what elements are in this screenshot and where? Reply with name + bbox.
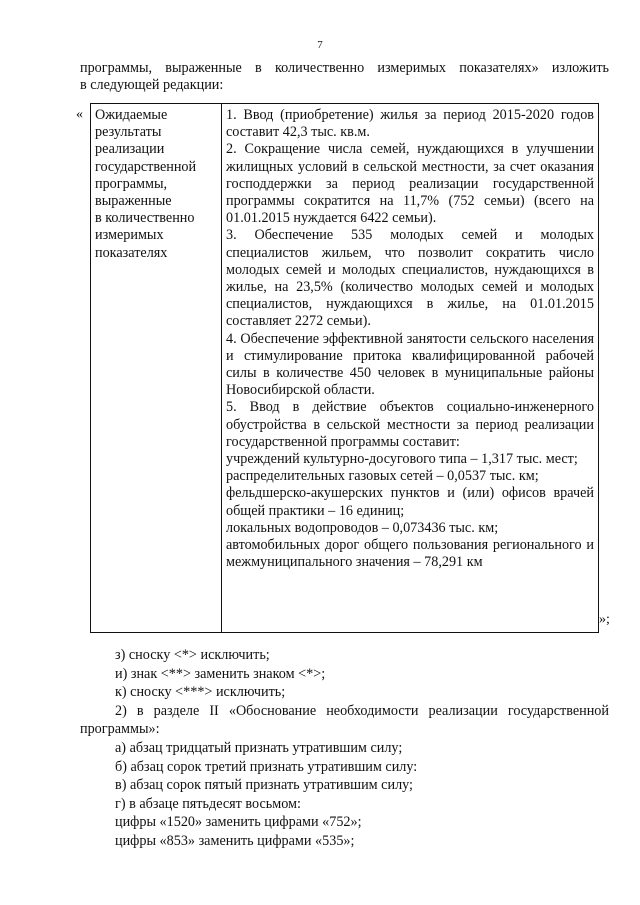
amendment-k: к) сноску <***> исключить; [115,684,286,701]
item-5-roads: автомобильных дорог общего пользования регионального и межмуниципального значения – 78,291 км [226,537,594,571]
amendment-a: а) абзац тридцатый признать утратившим силу; [115,739,403,756]
item-5-water: локальных водопроводов – 0,073436 тыс. км; [226,519,499,536]
intro-paragraph [80,60,609,94]
label-line: государственной [95,158,197,175]
opening-quote: « [76,107,83,122]
item-5-gas: распределительных газовых сетей – 0,0537 тыс. км; [226,468,539,485]
label-cell [91,104,222,633]
amendment-z: з) сноску <*> исключить; [115,647,270,663]
amendments-list [80,646,609,851]
amendment-b: б) абзац сорок третий признать утратившим силу: [115,758,418,775]
item-1: 1. Ввод (приобретение) жилья за период 2015-2020 годов составит 42,3 тыс. кв.м. [226,107,594,141]
value-cell [222,104,599,633]
item-5-medical: фельдшерско-акушерских пунктов и (или) офисов врачей общей практики – 16 единиц; [226,485,594,519]
amendment-v: в) абзац сорок пятый признать утратившим силу; [115,777,413,794]
item-4: 4. Обеспечение эффективной занятости сельского населения и стимулирование притока квалифицированной рабочей силы в количестве 450 человек в муниципальные районы Новосибирской области. [226,330,594,399]
item-5-culture: учреждений культурно-досугового типа – 1,317 тыс. мест; [226,451,578,468]
table-row [91,104,599,633]
amendment-digits-1: цифры «1520» заменить цифрами «752»; [115,814,362,831]
section-2-line-2: программы»: [80,721,160,738]
item-3: 3. Обеспечение 535 молодых семей и молодых специалистов жильем, что позволит сократить число молодых семей и молодых специалистов, нуждающихся в жилье, на 23,5% (количество молодых семей и молодых специалистов, нуждающихся в жилье, на 01.01.2015 составляет 2272 семьи). [226,227,594,330]
label-line: измеримых [95,227,164,244]
label-line: результаты [95,124,162,141]
amendment-i: и) знак <**> заменить знаком <*>; [115,665,326,682]
label-line: выраженные [95,193,172,210]
item-2: 2. Сокращение числа семей, нуждающихся в улучшении жилищных условий в сельской местности, за счет оказания господдержки за период реализации государственной программы сократится на 11,7% (752 семьи) (всего на 01.01.2015 нуждается 6422 семьи). [226,141,594,227]
item-5: 5. Ввод в действие объектов социально-инженерного обустройства в сельской местности за период реализации государственной программы составит: [226,399,594,450]
label-line: реализации [95,141,165,158]
label-line: программы, [95,175,168,192]
label-line: показателях [95,244,168,261]
label-line: в количественно [95,210,195,227]
intro-line-1: программы, выраженные в количественно измеримых показателях» изложить [80,60,609,76]
passport-table [90,103,599,633]
amendment-g: г) в абзаце пятьдесят восьмом: [115,795,301,812]
closing-quote: »; [599,612,610,627]
intro-line-2: в следующей редакции: [80,77,224,93]
amendment-digits-2: цифры «853» заменить цифрами «535»; [115,832,355,849]
label-line: Ожидаемые [95,107,168,123]
page-number: 7 [317,39,323,51]
section-2-line-1: 2) в разделе II «Обоснование необходимости реализации государственной [115,702,609,719]
